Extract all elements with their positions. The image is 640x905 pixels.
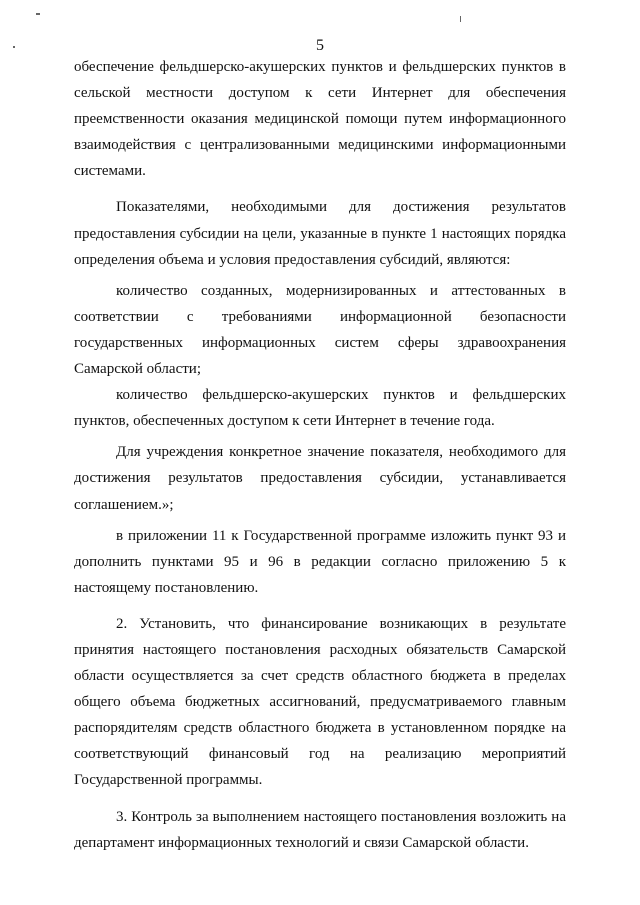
document-body — [74, 54, 566, 856]
paragraph-appendix-11: в приложении 11 к Государственной программе изложить пункт 93 и дополнить пунктами 95 и 96 в редакции согласно приложению 5 к настоящему постановлению. — [74, 527, 566, 596]
paragraph-indicator-points: количество фельдшерско-акушерских пунктов и фельдшерских пунктов, обеспеченных доступом к сети Интернет в течение года. — [74, 387, 566, 430]
scan-mark-top-right — [460, 16, 461, 22]
scan-mark-top-left — [36, 13, 40, 15]
paragraph-control: 3. Контроль за выполнением настоящего постановления возложить на департамент информационных технологий и связи Самарской области. — [74, 808, 566, 851]
page-number: 5 — [316, 37, 324, 54]
paragraph-financing: 2. Установить, что финансирование возникающих в результате принятия настоящего постановления расходных обязательств Самарской области осуществляется за счет средств областного бюджета в пределах общего объема бюджетных ассигнований, предусматриваемого главным распорядителям средств областного бюджета в установленном порядке на соответствующий финансовый год на реализацию мероприятий Государственной программы. — [74, 615, 566, 789]
paragraph-internet-access: обеспечение фельдшерско-акушерских пунктов и фельдшерских пунктов в сельской местности доступом к сети Интернет для обеспечения преемственности оказания медицинской помощи путем информационного взаимодействия с централизованными медицинскими информационными системами. — [74, 59, 566, 180]
paragraph-indicators-intro: Показателями, необходимыми для достижения результатов предоставления субсидии на цели, указанные в пункте 1 настоящих порядка определения объема и условия предоставления субсидий, являются: — [74, 199, 566, 268]
paragraph-agreement: Для учреждения конкретное значение показателя, необходимого для достижения результатов предоставления субсидии, устанавливается соглашением.»; — [74, 444, 566, 513]
paragraph-indicator-systems: количество созданных, модернизированных и аттестованных в соответствии с требованиями информационной безопасности государственных информационных систем сферы здравоохранения Самарской области; — [74, 282, 566, 378]
